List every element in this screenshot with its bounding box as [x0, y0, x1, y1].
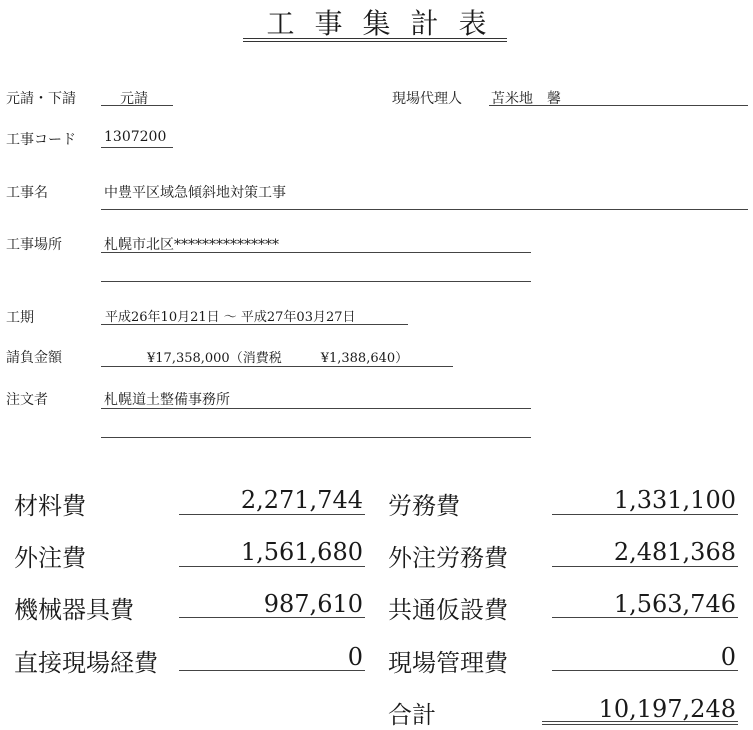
- materials-underline: [179, 514, 365, 515]
- direct-site-label: 直接現場経費: [14, 649, 158, 677]
- site-management-value: 0: [720, 643, 736, 671]
- direct-site-underline: [179, 670, 365, 671]
- subcontract-labor-label: 外注労務費: [388, 544, 508, 572]
- common-temporary-label: 共通仮設費: [388, 596, 508, 624]
- equipment-label: 機械器具費: [14, 596, 134, 624]
- location-label: 工事場所: [6, 237, 62, 253]
- page-title: 工事集計表: [266, 7, 507, 40]
- total-label: 合計: [388, 701, 436, 729]
- materials-value: 2,271,744: [240, 486, 363, 514]
- period-label: 工期: [6, 310, 34, 326]
- total-underline-double: [542, 724, 738, 725]
- labor-label: 労務費: [388, 492, 460, 520]
- period-value: 平成26年10月21日 ～ 平成27年03月27日: [105, 310, 356, 325]
- site-management-underline: [552, 670, 738, 671]
- site-management-label: 現場管理費: [388, 649, 508, 677]
- site-agent-underline: [489, 105, 748, 106]
- common-temporary-value: 1,563,746: [613, 590, 736, 618]
- client-label: 注文者: [6, 392, 48, 408]
- materials-label: 材料費: [14, 492, 86, 520]
- project-code-label: 工事コード: [6, 132, 76, 148]
- title-underline: [243, 38, 507, 39]
- location-underline-2: [101, 281, 531, 282]
- title-underline-double: [243, 41, 507, 42]
- location-underline: [101, 252, 531, 253]
- subcontract-labor-underline: [552, 566, 738, 567]
- equipment-underline: [179, 617, 365, 618]
- project-name-underline: [101, 209, 748, 210]
- contract-amount-underline: [101, 366, 453, 367]
- common-temporary-underline: [552, 617, 738, 618]
- project-name-label: 工事名: [6, 185, 48, 201]
- subcontract-underline: [179, 566, 365, 567]
- subcontract-label: 外注費: [14, 544, 86, 572]
- labor-value: 1,331,100: [613, 486, 736, 514]
- equipment-value: 987,610: [263, 590, 363, 618]
- order-type-underline: [101, 105, 173, 106]
- direct-site-value: 0: [347, 643, 363, 671]
- location-value: 札幌市北区***************: [104, 237, 279, 253]
- project-code-value: 1307200: [104, 129, 167, 145]
- client-underline: [101, 408, 531, 409]
- period-underline: [101, 324, 408, 325]
- subcontract-labor-value: 2,481,368: [613, 538, 736, 566]
- contract-amount-label: 請負金額: [6, 350, 62, 366]
- client-underline-2: [101, 437, 531, 438]
- site-agent-value: 苫米地 馨: [491, 91, 561, 107]
- order-type-value: 元請: [120, 91, 148, 107]
- labor-underline: [552, 514, 738, 515]
- order-type-label: 元請・下請: [6, 91, 76, 107]
- project-code-underline: [101, 147, 173, 148]
- total-value: 10,197,248: [598, 695, 736, 723]
- project-name-value: 中豊平区域急傾斜地対策工事: [104, 185, 286, 201]
- subcontract-value: 1,561,680: [240, 538, 363, 566]
- site-agent-label: 現場代理人: [392, 91, 462, 107]
- client-value: 札幌道土整備事務所: [104, 392, 230, 408]
- total-underline: [542, 721, 738, 722]
- contract-amount-value: ¥17,358,000（消費税 ¥1,388,640）: [147, 351, 409, 366]
